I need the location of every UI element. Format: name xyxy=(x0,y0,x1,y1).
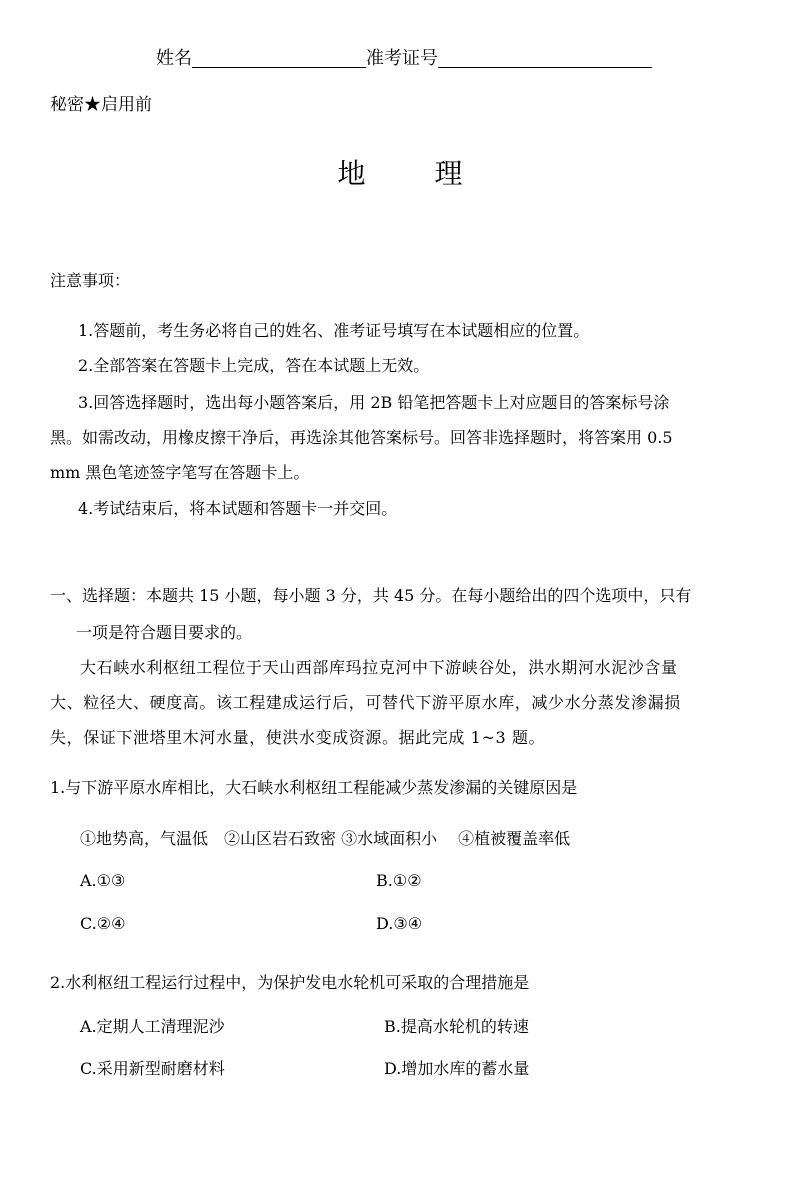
notice-item: 2.全部答案在答题卡上完成，答在本试题上无效。 xyxy=(78,356,430,375)
exam-header xyxy=(156,44,652,70)
option-b[interactable]: B.①② xyxy=(376,871,422,890)
section-heading: 一、选择题：本题共 15 小题，每小题 3 分，共 45 分。在每小题给出的四个选项中，只有 xyxy=(50,586,692,605)
option-c[interactable]: C.②④ xyxy=(80,914,126,933)
option-d[interactable]: D.③④ xyxy=(376,914,423,933)
question-stem: 1.与下游平原水库相比，大石峡水利枢纽工程能减少蒸发渗漏的关键原因是 xyxy=(50,778,578,797)
secret-mark: 秘密★启用前 xyxy=(50,95,152,115)
notice-item: 4.考试结束后，将本试题和答题卡一并交回。 xyxy=(78,499,398,518)
page-title: 地 理 xyxy=(337,157,493,190)
intro-paragraph: 大、粒径大、硬度高。该工程建成运行后，可替代下游平原水库，减少水分蒸发渗漏损 xyxy=(50,693,681,712)
option-a[interactable]: A.定期人工清理泥沙 xyxy=(80,1017,225,1036)
id-label: 准考证号 xyxy=(366,48,438,69)
notice-heading: 注意事项： xyxy=(50,271,131,290)
option-b[interactable]: B.提高水轮机的转速 xyxy=(384,1017,529,1036)
notice-item: 3.回答选择题时，选出每小题答案后，用 2B 铅笔把答题卡上对应题目的答案标号涂 xyxy=(78,393,670,412)
option-a[interactable]: A.①③ xyxy=(80,871,126,890)
question-statements: ①地势高，气温低 ②山区岩石致密 ③水域面积小 ④植被覆盖率低 xyxy=(80,829,571,848)
option-c[interactable]: C.采用新型耐磨材料 xyxy=(80,1059,225,1078)
notice-item: 1.答题前，考生务必将自己的姓名、准考证号填写在本试题相应的位置。 xyxy=(78,321,590,340)
question-stem: 2.水利枢纽工程运行过程中，为保护发电水轮机可采取的合理措施是 xyxy=(50,973,530,992)
option-d[interactable]: D.增加水库的蓄水量 xyxy=(384,1059,530,1078)
intro-paragraph: 失，保证下泄塔里木河水量，使洪水变成资源。据此完成 1~3 题。 xyxy=(50,728,546,747)
intro-paragraph: 大石峡水利枢纽工程位于天山西部库玛拉克河中下游峡谷处，洪水期河水泥沙含量 xyxy=(80,658,678,677)
name-blank[interactable] xyxy=(192,47,366,68)
notice-item: 黑。如需改动，用橡皮擦干净后，再选涂其他答案标号。回答非选择题时，将答案用 0.5 xyxy=(50,428,673,447)
id-blank[interactable] xyxy=(438,47,652,68)
name-label: 姓名 xyxy=(156,48,192,69)
notice-item: mm 黑色笔迹签字笔写在答题卡上。 xyxy=(50,463,310,482)
section-heading-cont: 一项是符合题目要求的。 xyxy=(76,623,253,642)
